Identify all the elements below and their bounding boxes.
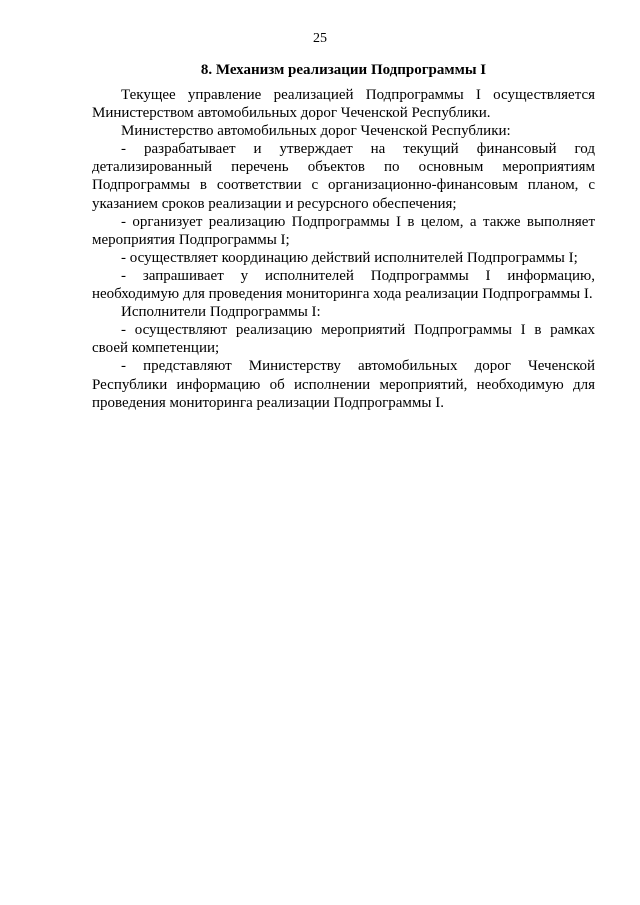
paragraph-ministry-intro: Министерство автомобильных дорог Чеченской Республики:: [121, 123, 511, 140]
list-item-organizes-implementation: - организует реализацию Подпрограммы I в целом, а также выполняет мероприятия Подпрограммы I;: [92, 213, 595, 248]
paragraph-executors-intro: Исполнители Подпрограммы I:: [121, 304, 321, 321]
section-title: 8. Механизм реализации Подпрограммы I: [200, 62, 487, 78]
list-item-provide-information: - представляют Министерству автомобильных дорог Чеченской Республики информацию об исполнении мероприятий, необходимую для проведения мониторинга реализации Подпрограммы I.: [92, 358, 595, 411]
list-item-develops-list: - разрабатывает и утверждает на текущий финансовый год детализированный перечень объектов по основным мероприятиям Подпрограммы в соответствии с организационно-финансовым планом, с указанием сроков реализации и ресурсного обеспечения;: [92, 141, 595, 212]
paragraph-current-management: Текущее управление реализацией Подпрограммы I осуществляется Министерством автомобильных дорог Чеченской Республики.: [92, 87, 595, 122]
list-item-coordinates-executors: - осуществляет координацию действий исполнителей Подпрограммы I;: [121, 249, 578, 266]
page-number: 25: [313, 31, 327, 46]
list-item-implement-measures: - осуществляют реализацию мероприятий Подпрограммы I в рамках своей компетенции;: [92, 322, 595, 357]
list-item-requests-information: - запрашивает у исполнителей Подпрограммы I информацию, необходимую для проведения мониторинга хода реализации Подпрограммы I.: [92, 267, 595, 303]
document-body: [92, 61, 595, 412]
